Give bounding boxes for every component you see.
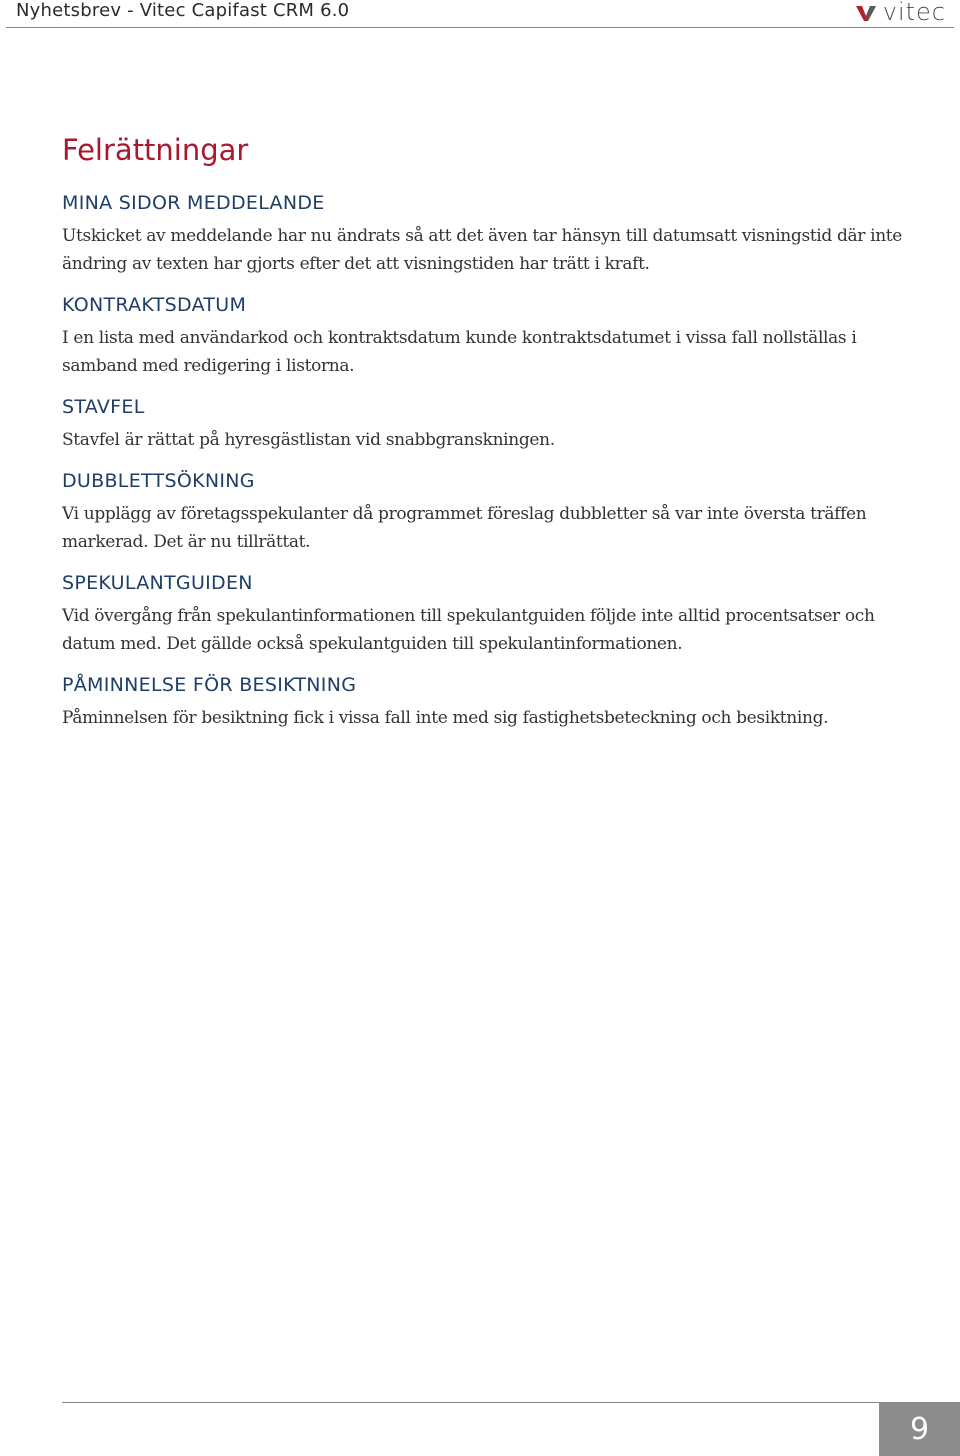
section-text: Utskicket av meddelande har nu ändrats så att det även tar hänsyn till datumsatt visningstid där inte ändring av texten har gjorts efter det att visningstiden har trätt i kraft. bbox=[62, 226, 902, 274]
vitec-logo-icon bbox=[855, 2, 877, 22]
header-title: Nyhetsbrev - Vitec Capifast CRM 6.0 bbox=[16, 0, 350, 21]
section-kontraktsdatum bbox=[62, 292, 922, 380]
page-number-box bbox=[879, 1403, 960, 1456]
section-text: Stavfel är rättat på hyresgästlistan vid snabbgranskningen. bbox=[62, 430, 555, 450]
section-paminnelse bbox=[62, 672, 922, 732]
section-text: Påminnelsen för besiktning fick i vissa fall inte med sig fastighetsbeteckning och besiktning. bbox=[62, 708, 829, 728]
footer-divider bbox=[62, 1402, 960, 1403]
page-heading: Felrättningar bbox=[62, 133, 249, 167]
section-spekulantguiden bbox=[62, 570, 922, 658]
section-title: MINA SIDOR MEDDELANDE bbox=[62, 192, 325, 214]
section-stavfel bbox=[62, 394, 922, 454]
page-number: 9 bbox=[909, 1412, 930, 1447]
section-title: DUBBLETTSÖKNING bbox=[62, 470, 255, 492]
logo-text: vitec bbox=[882, 0, 946, 26]
main-content bbox=[62, 130, 922, 732]
section-dubblettsokning bbox=[62, 468, 922, 556]
section-title: PÅMINNELSE FÖR BESIKTNING bbox=[62, 674, 357, 696]
section-text: Vid övergång från spekulantinformationen till spekulantguiden följde inte alltid procentsatser och datum med. Det gällde också spekulantguiden till spekulantinformationen. bbox=[62, 606, 875, 654]
page-header bbox=[0, 0, 960, 28]
vitec-logo bbox=[855, 0, 946, 26]
header-divider bbox=[6, 27, 954, 28]
section-title: STAVFEL bbox=[62, 396, 145, 418]
section-text: I en lista med användarkod och kontraktsdatum kunde kontraktsdatumet i vissa fall nollställas i samband med redigering i listorna. bbox=[62, 328, 857, 376]
section-text: Vi upplägg av företagsspekulanter då programmet föreslag dubbletter så var inte översta träffen markerad. Det är nu tillrättat. bbox=[62, 504, 867, 552]
section-mina-sidor bbox=[62, 190, 922, 278]
section-title: SPEKULANTGUIDEN bbox=[62, 572, 253, 594]
section-title: KONTRAKTSDATUM bbox=[62, 294, 247, 316]
